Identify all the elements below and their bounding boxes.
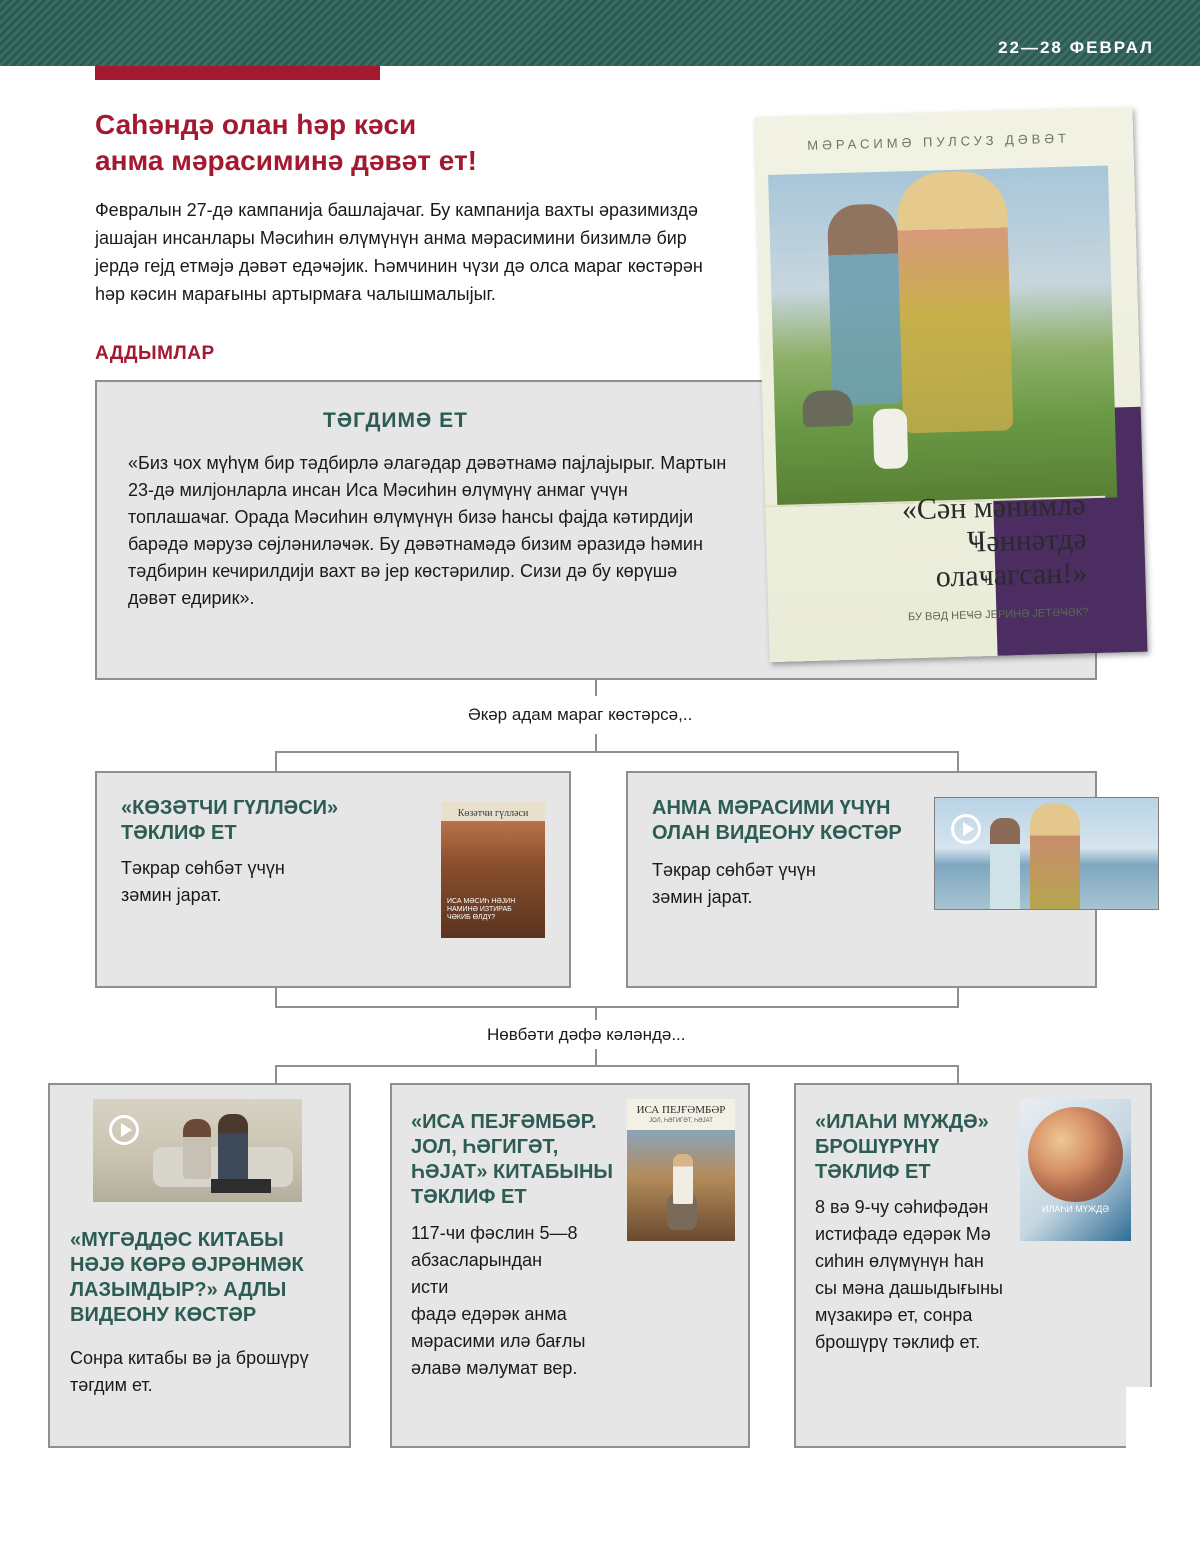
date-range: 22—28 ФЕВРАЛ (998, 38, 1154, 57)
if-interested-caption: Әкәр адам мараг көстәрсә,.. (468, 705, 693, 724)
offer-watchtower-title (121, 796, 338, 846)
offer-watchtower-text (121, 855, 285, 909)
good-news-title-line-3: ТӘКЛИФ ЕТ (815, 1161, 931, 1183)
good-news-title-line-1: «ИЛАҺИ МҮЖДӘ» (815, 1111, 989, 1133)
jesus-book-text-line-2: абзасларындан исти (411, 1250, 543, 1297)
connector-horizontal-2 (275, 1006, 959, 1008)
scene-elephant (802, 390, 853, 427)
jesus-book-text-line-4: мәрасими илә бағлы (411, 1331, 586, 1351)
present-title: ТӘГДИМӘ ЕТ (323, 409, 468, 432)
show-memorial-video-text-line-2: зәмин јарат. (652, 887, 753, 907)
bible-study-video-text-line-1: Сонра китабы вә ја брошүрү (70, 1348, 309, 1368)
connector-vertical-3 (595, 1006, 597, 1020)
offer-watchtower-title-line-1: «КӨЗӘТЧИ ГҮЛЛӘСИ» (121, 797, 339, 819)
jesus-book-cover-subtitle: ЈОЛ, ҺӘГИГӘТ, ҺӘЈАТ (649, 1118, 713, 1124)
scene-person-1 (183, 1119, 211, 1179)
next-time-caption: Нөвбәти дәфә кәләндә... (487, 1025, 686, 1044)
bible-study-video-title-line-3: ЛАЗЫМДЫР?» АДЛЫ (70, 1279, 287, 1301)
connector-left-rise (275, 988, 277, 1008)
good-news-text (815, 1194, 1003, 1356)
connector-vertical-2 (595, 734, 597, 752)
jesus-book-title (411, 1110, 613, 1210)
jesus-book-cover-image (627, 1099, 735, 1241)
scene-horse (873, 408, 909, 469)
bible-study-video-thumbnail[interactable] (93, 1099, 302, 1202)
jesus-book-text-line-3: фадә едәрәк анма (411, 1304, 567, 1324)
show-memorial-video-text-line-1: Тәкрар сөһбәт үчүн (652, 860, 816, 880)
good-news-text-line-6: брошүрү тәклиф ет. (815, 1332, 981, 1352)
intro-paragraph: Февралын 27-дә кампанија башлајачаг. Бу кампанија вахты әразимиздә јашајан инсанлары Мәсиһин өлүмүнүн анма мәрасимини бизимлә бир јердә гејд етмәјә дәвәт едәҹәјик. Һәмчинин чүзи дә олса мараг көстәрән һәр кәсин марағыны артырмаға чалышмалыјыг. (95, 200, 703, 304)
invitation-top-text: МӘРАСИМӘ ПУЛСУЗ ДӘВӘТ (807, 130, 1071, 153)
bible-study-video-title-line-4: ВИДЕОНУ КӨСТӘР (70, 1304, 257, 1326)
scene-man-video (990, 818, 1020, 910)
good-news-title (815, 1110, 989, 1185)
jesus-book-text (411, 1220, 585, 1382)
present-text: «Биз чох мүһүм бир тәдбирлә әлагәдар дәвәтнамә пајлајырыг. Мартын 23-дә милјонларла инсан Иса Мәсиһин өлүмүнү анмаг үчүн топлашаҹаг. Орада Мәсиһин өлүмүнүн бизә һансы фајда кәтирдији барәдә мәрузә сөјләниләҹәк. Бу дәвәтнамәдә бизим әразидә һәмин тәдбирин кечирилдији вахт вә јер көстәрилир. Сизи дә бу көрүшә дәвәт едирик». (128, 453, 727, 608)
show-memorial-video-text (652, 857, 816, 911)
show-memorial-video-title-line-2: ОЛАН ВИДЕОНУ КӨСТӘР (652, 822, 902, 844)
jesus-book-title-line-3: ҺӘЈАТ» КИТАБЫНЫ (411, 1161, 614, 1183)
memorial-video-thumbnail[interactable] (934, 797, 1159, 910)
good-news-text-line-5: мүзакирә ет, сонра (815, 1305, 973, 1325)
watchtower-cover-image (441, 802, 545, 938)
invitation-image (754, 107, 1147, 662)
good-news-cover-title: ИЛАҺИ МҮЖДӘ (1041, 1204, 1110, 1214)
watchtower-cover-headline: ИСА МӘСИҺ НӘЈИН НАМИНӘ ИЗТИРАБ ЧӘКИБ ӨЛДҮ? (447, 898, 516, 921)
jesus-book-title-line-1: «ИСА ПЕЈҒӘМБӘР. (411, 1111, 597, 1133)
connector-vertical-4 (595, 1049, 597, 1066)
scene-woman-video (1030, 803, 1080, 910)
good-news-brochure-cover (1020, 1099, 1131, 1241)
bible-study-video-text (70, 1345, 309, 1399)
connector-right-rise (957, 988, 959, 1008)
headline-line-1: Саһәндә олан һәр кәси (95, 109, 417, 140)
play-icon[interactable] (951, 814, 981, 844)
connector-drop-right (957, 1065, 959, 1083)
bible-study-video-text-line-2: тәгдим ет. (70, 1375, 153, 1395)
connector-horizontal-1 (275, 751, 959, 753)
connector-drop-left (275, 1065, 277, 1083)
offer-watchtower-title-line-2: ТӘКЛИФ ЕТ (121, 822, 237, 844)
bible-study-video-title (70, 1228, 304, 1328)
invitation-quote (835, 488, 1088, 597)
quote-line-1: «Сән мәнимлә (901, 488, 1086, 527)
header-bar (0, 0, 1200, 66)
good-news-text-line-2: истифадә едәрәк Мә (815, 1224, 991, 1244)
watchtower-cover-title: Көзәтчи гүлләси (457, 808, 529, 819)
steps-heading: АДДЫМЛАР (95, 343, 215, 364)
jesus-book-title-line-4: ТӘКЛИФ ЕТ (411, 1186, 527, 1208)
scene-faces (1028, 1107, 1123, 1202)
connector-left-drop (275, 751, 277, 771)
good-news-text-line-4: сы мәна дашыдығыны (815, 1278, 1003, 1298)
red-accent-bar (95, 66, 380, 80)
play-icon[interactable] (109, 1115, 139, 1145)
quote-line-3: олаҹагсан!» (935, 556, 1088, 594)
show-memorial-video-title-line-1: АНМА МӘРАСИМИ ҮЧҮН (652, 797, 891, 819)
good-news-text-line-1: 8 вә 9-чу сәһифәдән (815, 1197, 989, 1217)
jesus-book-title-line-2: ЈОЛ, ҺӘГИГӘТ, (411, 1136, 559, 1158)
bible-study-video-title-line-2: НӘЈӘ КӨРӘ ӨЈРӘНМӘК (70, 1254, 304, 1276)
connector-right-drop (957, 751, 959, 771)
offer-watchtower-text-line-2: зәмин јарат. (121, 885, 222, 905)
scene-person-2 (218, 1114, 248, 1184)
headline-line-2: анма мәрасиминә дәвәт ет! (95, 145, 477, 176)
good-news-text-line-3: сиһин өлүмүнүн һан (815, 1251, 984, 1271)
good-news-title-line-2: БРОШҮРҮНҮ (815, 1136, 940, 1158)
page-headline (95, 107, 715, 179)
jesus-book-text-line-5: әлавә мәлумат вер. (411, 1358, 578, 1378)
scene-man (827, 203, 903, 405)
offer-watchtower-text-line-1: Тәкрар сөһбәт үчүн (121, 858, 285, 878)
scene-jesus (673, 1154, 693, 1204)
scene-woman (896, 170, 1013, 433)
invitation-subtitle: БУ ВӘД НЕҸӘ ЈЕРИНӘ ЈЕТӘҸӘК? (907, 606, 1089, 624)
show-memorial-video-title (652, 796, 902, 846)
scene-table (211, 1179, 271, 1193)
page-edge-block (1126, 1387, 1154, 1449)
bible-study-video-title-line-1: «МҮГӘДДӘС КИТАБЫ (70, 1229, 284, 1251)
jesus-book-cover-title: ИСА ПЕЈҒӘМБӘР (636, 1104, 726, 1116)
quote-line-2: Ҹәннәтдә (966, 522, 1087, 559)
connector-horizontal-3 (275, 1065, 959, 1067)
connector-vertical-1 (595, 680, 597, 696)
jesus-book-text-line-1: 117-чи фәслин 5—8 (411, 1223, 578, 1243)
